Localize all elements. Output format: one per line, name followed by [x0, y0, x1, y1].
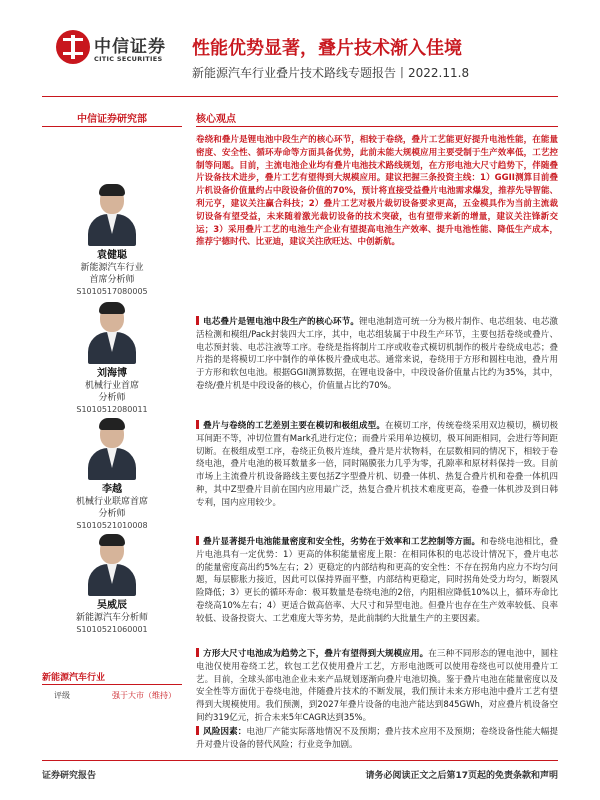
- analyst-name: 刘海博: [97, 368, 127, 379]
- analyst-role: 机械行业联席首席: [75, 497, 148, 507]
- section-lead: 风险因素：: [203, 727, 247, 737]
- logo-cn-text: 中信证券: [94, 37, 166, 57]
- section-lead: 叠片显著提升电池能量密度和安全性，劣势在于效率和工艺控制等方面。: [203, 537, 481, 547]
- analyst-card: [42, 184, 182, 298]
- analyst-photo: [84, 418, 140, 480]
- logo-en-text: CITIC SECURITIES: [94, 55, 163, 63]
- header-divider: [42, 96, 558, 97]
- section-body: 在模切工序，传统卷绕采用双边模切，横切极耳间距不等，冲切位置有Mark孔进行定位；而叠片采用单边模切，极耳间距相同，会进行等间距切断。在极组成型工序，卷绕正负极片连续，叠片是片状物料，在层数相同的情况下，相较于卷绕电池，叠片电池的极耳数量多一倍，同时隔膜张力几乎为零，孔隙率和原材料保持一致。目前市场上主流叠片机设备路线主要包括Z字型叠片机、切叠一体机、热复合叠片机和卷叠一体机四种，其中Z型叠片目前在国内应用最广泛，热复合叠片机技术难度更高，卷叠一体机涉及到日韩专利，国内应用较少。: [196, 421, 558, 508]
- citic-logo: [56, 26, 176, 86]
- rating-label: 评级: [54, 691, 70, 700]
- section-paragraph: [196, 726, 558, 752]
- section-lead: 方形大尺寸电池成为趋势之下，叠片有望得到大规模应用。: [203, 649, 429, 659]
- bullet-marker: [196, 726, 199, 735]
- institute-name: 中信证券研究部: [77, 114, 147, 125]
- core-view-heading: 核心观点: [196, 114, 236, 125]
- analyst-photo: [84, 534, 140, 596]
- section-body: 在三种不同形态的锂电池中，圆柱电池仅使用卷绕工艺，软包工艺仅使用叠片工艺，方形电池既可以使用卷绕也可以使用叠片工艺。目前，全球头部电池企业未来产品规划逐渐向叠片电池切换。鉴于叠片电池在能量密度以及安全性等方面优于卷绕电池，伴随叠片技术的不断发展，我们预计未来方形电池中叠片工艺有望得到大规模使用。我们预测，到2027年叠片设备的电池产能达到845GWh，对应叠片机设备空间约319亿元，折合未来5年CAGR达到35%。: [196, 649, 558, 723]
- analyst-card: [42, 302, 182, 416]
- section-paragraph: [196, 536, 558, 626]
- analyst-license: S1010521060001: [76, 625, 148, 634]
- section-lead: 电芯叠片是锂电池中段生产的核心环节。: [203, 317, 359, 327]
- analyst-name: 李越: [102, 484, 122, 495]
- analyst-name: 吴威辰: [97, 600, 127, 611]
- analyst-role: 新能源汽车分析师: [75, 613, 148, 623]
- section-lead: 叠片与卷绕的工艺差别主要在模切和极组成型。: [203, 421, 385, 431]
- section-paragraph: [196, 316, 558, 393]
- section-paragraph: [196, 420, 558, 510]
- analyst-role: 首席分析师: [89, 275, 135, 285]
- section-body: 和卷绕电池相比，叠片电池具有一定优势：1）更高的体积能量密度上限：在相同体积的电芯设计情况下，叠片电芯的能量密度高出约5%左右；2）更稳定的内部结构和更高的安全性：不存在拐角内应力不均匀问题，每层膨胀力接近，因此可以保持界面平整，内部结构更稳定，同时拐角处受力均匀，断裂风险降低；3）更长的循环寿命：极耳数量是卷绕电池的2倍，内阻相应降低10%以上，循环寿命比卷绕高10%左右；4）更适合做高倍率、大尺寸和异型电池。但叠片也存在生产效率较低、良率较低、设备投资大、工艺难度大等劣势，是此前制约大批量生产的主要因素。: [196, 537, 558, 624]
- citic-logo-icon: [56, 30, 90, 64]
- right-divider: [196, 126, 558, 127]
- section-body: 电池厂产能实际落地情况不及预期；叠片技术应用不及预期；卷绕设备性能大幅提升对叠片设备的替代风险；行业竞争加剧。: [196, 727, 558, 750]
- analyst-card: [42, 534, 182, 636]
- bullet-marker: [196, 648, 199, 657]
- report-title: 性能优势显著，叠片技术渐入佳境: [192, 38, 462, 59]
- analyst-name: 袁健聪: [97, 250, 127, 261]
- section-paragraph: [196, 648, 558, 725]
- analyst-card: [42, 418, 182, 532]
- analyst-license: S1010517080005: [76, 287, 148, 296]
- analyst-license: S1010512080011: [76, 405, 148, 414]
- analyst-role: 机械行业首席: [84, 381, 139, 391]
- summary-paragraph: 卷绕和叠片是锂电池中段生产的核心环节，相较于卷绕，叠片工艺能更好提升电池性能，在能量密度、安全性、循环寿命等方面具备优势，此前未能大规模应用主要受制于生产效率低，工艺控制等问题。目前，主流电池企业均有叠片电池技术路线规划，在方形电池大尺寸趋势下，伴随叠片设备技术进步，叠片工艺有望得到大规模应用。建议把握三条投资主线：1）GGII测算目前叠片机设备价值量约占中段设备价值的70%，预计将直接受益叠片电池需求爆发，推荐先导智能、利元亨，建议关注赢合科技；2）叠片工艺对极片裁切设备要求更高，五金模具作为当前主流裁切设备有望受益，未来随着激光裁切设备的技术突破，也有望带来新的增量，建议关注锋新交运；3）采用叠片工艺的电池生产企业有望提高电池生产效率、提升电池性能、降低生产成本，推荐宁德时代、比亚迪，建议关注欣旺达、中创新航。: [196, 135, 558, 248]
- footer-divider: [42, 760, 558, 761]
- analyst-license: S1010521010008: [76, 521, 148, 530]
- section-body: 锂电池制造可统一分为极片制作、电芯组装、电芯激活检测和模组/Pack封装四大工序，其中，电芯组装属于中段生产环节，主要包括卷绕或叠片、电芯预封装、电芯注液等工序。卷绕是指将制片工序或收卷式模切机制作的极片卷绕成电芯；叠片指的是将模切工序中制作的单体极片叠成电芯。通常来说，卷绕用于方形和圆柱电池，叠片用于方形和软包电池。根据GGII测算数据，在锂电设备中，中段设备价值量占比约为35%，其中，卷绕/叠片机是中段设备的核心，价值量占比约70%。: [196, 317, 558, 391]
- analyst-role: 分析师: [98, 509, 126, 519]
- report-subtitle: 新能源汽车行业叠片技术路线专题报告丨2022.11.8: [192, 66, 470, 80]
- analyst-role: 分析师: [98, 393, 126, 403]
- bullet-marker: [196, 420, 199, 429]
- bullet-marker: [196, 536, 199, 545]
- analyst-photo: [84, 184, 140, 246]
- footer-left-text: 证券研究报告: [42, 771, 97, 781]
- rating-value: 强于大市（维持）: [112, 691, 176, 700]
- bullet-marker: [196, 316, 199, 325]
- left-divider: [42, 126, 182, 127]
- analyst-role: 新能源汽车行业: [80, 263, 144, 273]
- industry-divider: [42, 684, 182, 685]
- footer-disclaimer: 请务必阅读正文之后第17页起的免责条款和声明: [365, 771, 558, 781]
- analyst-photo: [84, 302, 140, 364]
- industry-label: 新能源汽车行业: [42, 673, 106, 683]
